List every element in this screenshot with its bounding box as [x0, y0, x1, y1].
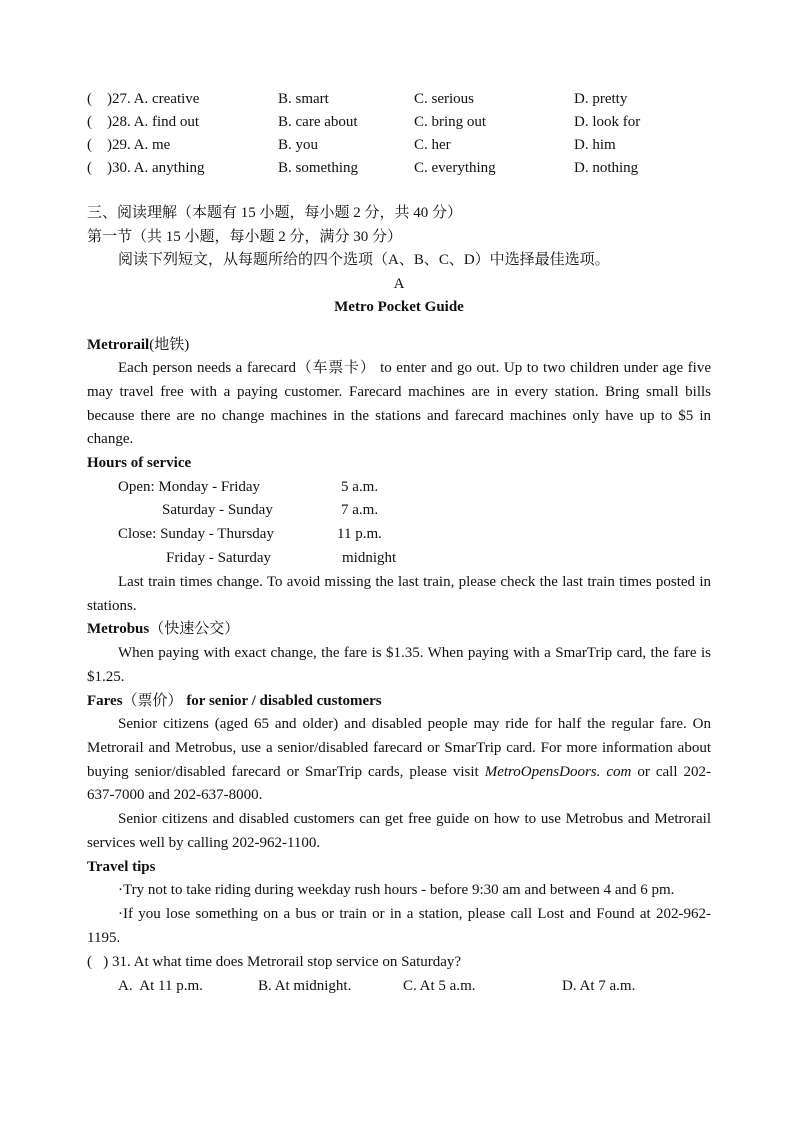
option-b: B. something — [278, 160, 359, 176]
metrorail-heading — [87, 334, 711, 358]
fares-heading-en: Fares — [87, 692, 123, 709]
tip-item: ·If you lose something on a bus or train or in a station, please call Lost and Found at 202-962-1195. — [87, 906, 711, 946]
section-instruction: 阅读下列短文，从每题所给的四个选项（A、B、C、D）中选择最佳选项。 — [118, 252, 610, 268]
hours-row — [87, 547, 711, 571]
question-31-stem: ( ) 31. At what time does Metrorail stop service on Saturday? — [87, 953, 462, 970]
option-a: A. At 11 p.m. — [118, 978, 203, 995]
metrorail-heading-cn: (地铁) — [149, 336, 190, 353]
metrorail-heading-en: Metrorail — [87, 336, 150, 353]
hours-time: 7 a.m. — [341, 502, 379, 519]
passage-title: Metro Pocket Guide — [334, 299, 464, 315]
hours-label: Friday - Saturday — [166, 550, 271, 567]
hours-row — [87, 499, 711, 523]
passage-letter: A — [393, 275, 405, 292]
fares-heading — [87, 690, 711, 714]
option-c: C. serious — [414, 91, 474, 107]
option-d: D. nothing — [574, 160, 639, 176]
option-d: D. pretty — [574, 91, 628, 107]
metrobus-heading — [87, 618, 711, 642]
option-row-27 — [87, 88, 711, 111]
tips-heading: Travel tips — [87, 858, 156, 875]
option-b: B. care about — [278, 114, 358, 130]
hours-label: Saturday - Sunday — [162, 502, 273, 519]
hours-row — [87, 523, 711, 547]
tip-item: ·Try not to take riding during weekday rush hours - before 9:30 am and between 4 and 6 pm. — [118, 882, 675, 899]
document-page — [87, 88, 711, 998]
option-d: D. At 7 a.m. — [562, 978, 636, 995]
hours-row — [87, 476, 711, 500]
hours-label: Close: Sunday - Thursday — [118, 526, 274, 543]
option-a: ( )27. A. creative — [87, 91, 200, 107]
metrobus-heading-en: Metrobus — [87, 621, 150, 638]
section-heading: 三、阅读理解（本题有 15 小题，每小题 2 分，共 40 分） — [87, 205, 463, 221]
option-d: D. him — [574, 137, 616, 153]
fares-para1-end: or call 202-637-7000 and 202-637-8000. — [87, 763, 711, 804]
fares-heading-cn: （票价） — [122, 692, 183, 709]
metrobus-heading-cn: （快速公交） — [149, 621, 240, 638]
option-row-30 — [87, 157, 711, 180]
hours-time: midnight — [342, 550, 397, 567]
fares-paragraph-1 — [87, 713, 711, 808]
option-a: ( )30. A. anything — [87, 160, 205, 176]
option-c: C. At 5 a.m. — [403, 978, 476, 995]
option-b: B. you — [278, 137, 319, 153]
question-31-options — [87, 974, 711, 998]
option-row-29 — [87, 134, 711, 157]
fares-paragraph-2: Senior citizens and disabled customers can get free guide on how to use Metrobus and Metrorail services well by calling 202-962-1100. — [87, 811, 711, 852]
option-d: D. look for — [574, 114, 641, 130]
fares-website-link[interactable]: MetroOpensDoors. com — [484, 763, 632, 780]
metrobus-paragraph: When paying with exact change, the fare is $1.35. When paying with a SmarTrip card, the fare is $1.25. — [87, 644, 711, 685]
hours-heading: Hours of service — [87, 455, 192, 472]
hours-label: Open: Monday - Friday — [118, 478, 261, 495]
option-row-28 — [87, 111, 711, 134]
option-a: ( )28. A. find out — [87, 114, 200, 130]
fares-para1-start: Senior citizens (aged 65 and older) and disabled people may ride for half the regular fare. On Metrorail and Metrobus, use a senior/disabled farecard or SmarTrip card. For more information about buying senior/disabled farecard or SmarTrip cards, please visit — [87, 716, 711, 780]
metrorail-paragraph: Each person needs a farecard（车票卡） to enter and go out. Up to two children under age five may travel free with a paying customer. Farecard machines are in every station. Bring small bills because there are no change machines in the stations and farecard machines only have up to $5 in change. — [87, 360, 711, 448]
hours-time: 5 a.m. — [341, 478, 379, 495]
hours-note: Last train times change. To avoid missing the last train, please check the last train times posted in stations. — [87, 573, 711, 614]
hours-time: 11 p.m. — [337, 526, 382, 543]
option-b: B. smart — [278, 91, 329, 107]
option-a: ( )29. A. me — [87, 137, 171, 153]
option-c: C. her — [414, 137, 451, 153]
option-c: C. bring out — [414, 114, 487, 130]
cloze-options — [87, 88, 711, 180]
option-b: B. At midnight. — [258, 978, 352, 995]
fares-heading-rest: for senior / disabled customers — [186, 692, 382, 709]
section-subheading: 第一节（共 15 小题，每小题 2 分，满分 30 分） — [87, 228, 403, 245]
option-c: C. everything — [414, 160, 496, 176]
